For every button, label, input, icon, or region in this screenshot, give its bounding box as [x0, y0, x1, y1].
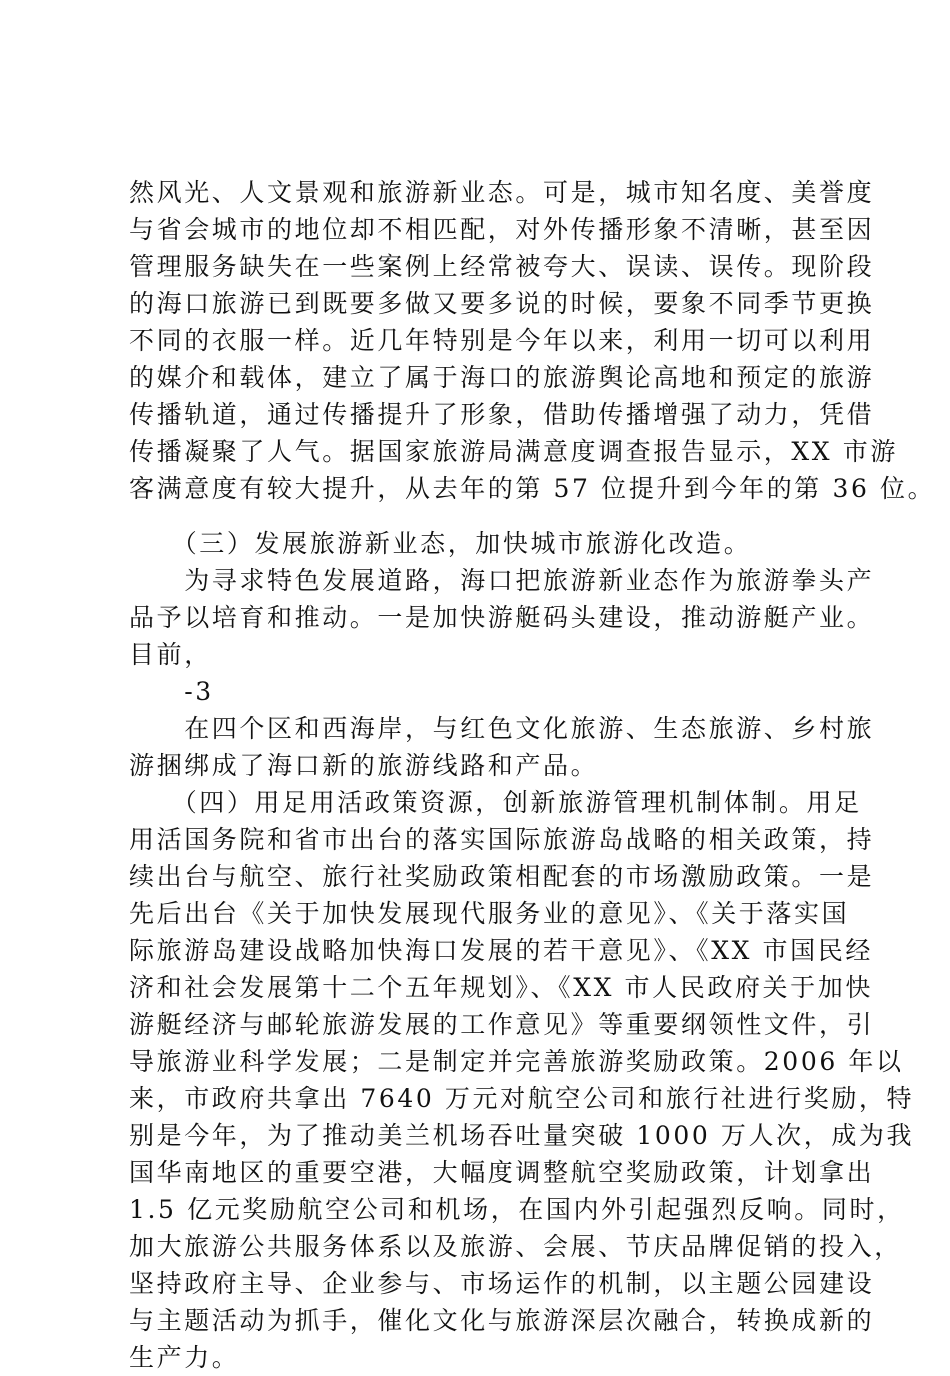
text-line: 来，市政府共拿出 7640 万元对航空公司和旅行社进行奖励，特	[129, 1084, 915, 1113]
text-line: 导旅游业科学发展；二是制定并完善旅游奖励政策。2006 年以	[129, 1047, 904, 1076]
text-line: 传播凝聚了人气。据国家旅游局满意度调查报告显示，XX 市游	[129, 437, 898, 466]
text-line: 管理服务缺失在一些案例上经常被夸大、误读、误传。现阶段	[129, 252, 875, 281]
text-line: 续出台与航空、旅行社奖励政策相配套的市场激励政策。一是	[129, 862, 875, 891]
text-line: 游捆绑成了海口新的旅游线路和产品。	[129, 751, 599, 780]
text-line: 济和社会发展第十二个五年规划》、《XX 市人民政府关于加快	[129, 973, 873, 1002]
text-line: 游艇经济与邮轮旅游发展的工作意见》等重要纲领性文件，引	[129, 1010, 875, 1039]
text-line: 然风光、人文景观和旅游新业态。可是，城市知名度、美誉度	[129, 178, 875, 207]
text-line: 为寻求特色发展道路，海口把旅游新业态作为旅游拳头产	[129, 566, 875, 595]
text-line: 的媒介和载体，建立了属于海口的旅游舆论高地和预定的旅游	[129, 363, 875, 392]
text-line: 加大旅游公共服务体系以及旅游、会展、节庆品牌促销的投入，	[129, 1232, 902, 1261]
text-line: 国华南地区的重要空港，大幅度调整航空奖励政策，计划拿出	[129, 1158, 875, 1187]
text-line: 品予以培育和推动。一是加快游艇码头建设，推动游艇产业。	[129, 603, 875, 632]
text-line: 传播轨道，通过传播提升了形象，借助传播增强了动力，凭借	[129, 400, 875, 429]
text-line: 与主题活动为抓手，催化文化与旅游深层次融合，转换成新的	[129, 1306, 875, 1335]
text-line: 先后出台《关于加快发展现代服务业的意见》、《关于落实国	[129, 899, 850, 928]
text-line: 客满意度有较大提升，从去年的第 57 位提升到今年的第 36 位。	[129, 474, 936, 503]
text-line: （四）用足用活政策资源，创新旅游管理机制体制。用足	[129, 788, 862, 817]
text-line: 不同的衣服一样。近几年特别是今年以来，利用一切可以利用	[129, 326, 875, 355]
text-line: 别是今年，为了推动美兰机场吞吐量突破 1000 万人次，成为我	[129, 1121, 915, 1150]
text-line: （三）发展旅游新业态，加快城市旅游化改造。	[129, 529, 752, 558]
paragraph-block-1	[129, 174, 936, 507]
text-line: 坚持政府主导、企业参与、市场运作的机制，以主题公园建设	[129, 1269, 875, 1298]
text-line: 与省会城市的地位却不相匹配，对外传播形象不清晰，甚至因	[129, 215, 875, 244]
text-line: 用活国务院和省市出台的落实国际旅游岛战略的相关政策，持	[129, 825, 875, 854]
text-line: -3	[129, 677, 214, 706]
document-body	[129, 174, 936, 1376]
paragraph-block-2	[129, 525, 915, 1376]
text-line: 目前，	[129, 640, 212, 669]
text-line: 在四个区和西海岸，与红色文化旅游、生态旅游、乡村旅	[129, 714, 875, 743]
paragraph-gap	[129, 507, 849, 525]
text-line: 的海口旅游已到既要多做又要多说的时候，要象不同季节更换	[129, 289, 875, 318]
text-line: 际旅游岛建设战略加快海口发展的若干意见》、《XX 市国民经	[129, 936, 873, 965]
text-line: 1.5 亿元奖励航空公司和机场，在国内外引起强烈反响。同时，	[129, 1195, 905, 1224]
text-line: 生产力。	[129, 1343, 240, 1372]
